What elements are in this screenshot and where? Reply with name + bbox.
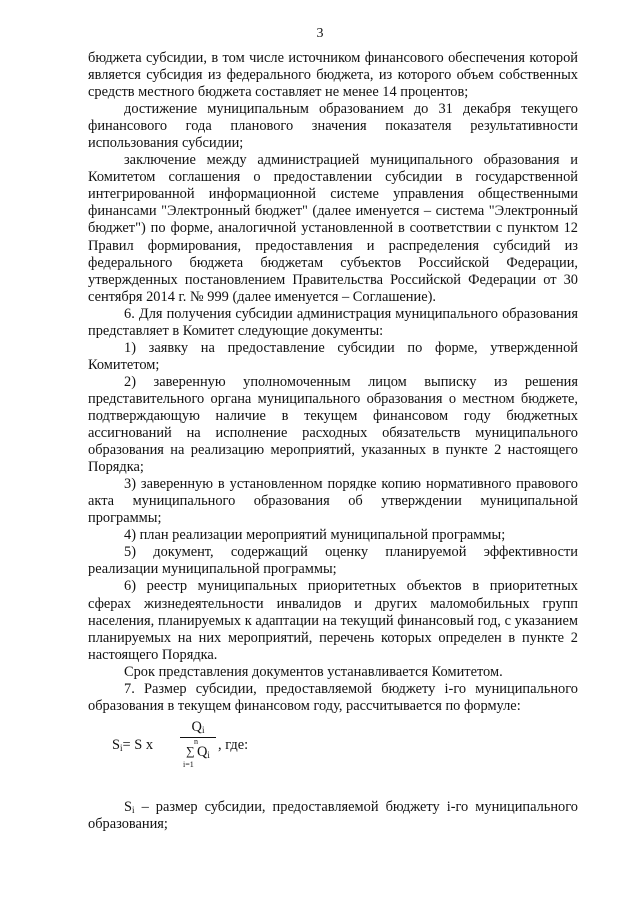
paragraph: 6. Для получения субсидии администрация муниципального образования представляет в Комитет следующие документы: [88, 305, 578, 339]
formula-lhs-sub: i [120, 742, 123, 753]
paragraph: 5) документ, содержащий оценку планируемой эффективности реализации муниципальной программы; [88, 544, 578, 578]
formula-lhs [112, 737, 153, 754]
sum-term-sub: i [207, 749, 210, 760]
paragraph: 7. Размер субсидии, предоставляемой бюджету i-го муниципального образования в текущем финансовом году, рассчитывается по формуле: [88, 680, 578, 714]
paragraph: заключение между администрацией муниципального образования и Комитетом соглашения о предоставлении субсидии в государственной интегрированной информационной системе управления общественными финансами "Электронный бюджет" (далее именуется – система "Электронный бюджет") по форме, аналогичной установленной в соответствии с пунктом 12 Правил формирования, предоставления и распределения субсидий из федерального бюджета бюджетам субъектов Российской Федерации, утвержденных постановлением Правительства Российской Федерации от 30 сентября 2014 г. № 999 (далее именуется – Соглашение). [88, 152, 578, 305]
document-body [88, 50, 578, 833]
definition-symbol: S [124, 798, 133, 815]
definition-text: – размер субсидии, предоставляемой бюджету i-го муниципального образования; [88, 798, 578, 832]
sum-term [197, 744, 210, 761]
paragraph: 6) реестр муниципальных приоритетных объектов в приоритетных сферах жизнедеятельности инвалидов и других маломобильных групп населения, планируемых к адаптации на текущий финансовый год, с указанием планируемых на них мероприятий, перечень которых определен в пункте 2 настоящего Порядка. [88, 578, 578, 663]
paragraph: 4) план реализации мероприятий муниципальной программы; [124, 527, 506, 544]
paragraph-definition [88, 799, 578, 833]
formula-numerator [180, 719, 216, 736]
paragraph: достижение муниципальным образованием до 31 декабря текущего финансового года планового значения показателя результативности использования субсидии; [88, 101, 578, 152]
sum-upper-limit: n [194, 736, 198, 746]
formula-tail: , где: [218, 736, 249, 753]
page-number: 3 [316, 26, 324, 41]
paragraph: 3) заверенную в установленном порядке копию нормативного правового акта муниципального образования об утверждении муниципальной программы; [88, 476, 578, 527]
subsidy-formula [88, 719, 578, 793]
sum-term-symbol: Q [197, 743, 208, 760]
formula-fraction [180, 718, 216, 769]
sum-lower-limit: i=1 [183, 759, 194, 769]
formula-lhs-symbol: S [112, 736, 121, 753]
numerator-sub: i [201, 724, 205, 735]
sum-symbol: ∑ [186, 743, 195, 758]
paragraph: 2) заверенную уполномоченным лицом выписку из решения представительного органа муниципального образования о местном бюджете, подтверждающую наличие в текущем финансовом году бюджетных ассигнований на исполнение расходных обязательств муниципального образования на реализацию мероприятий, указанных в пункте 2 настоящего Порядка; [88, 373, 578, 476]
paragraph: бюджета субсидии, в том числе источником финансового обеспечения которой является субсидия из федерального бюджета, из которого объем собственных средств местного бюджета составляет не менее 14 процентов; [88, 50, 578, 101]
formula-equals: = S x [122, 736, 154, 753]
definition-symbol-sub: i [132, 804, 135, 815]
paragraph: 1) заявку на предоставление субсидии по форме, утвержденной Комитетом; [88, 339, 578, 373]
paragraph: Срок представления документов устанавливается Комитетом. [124, 663, 503, 680]
fraction-bar [180, 737, 216, 738]
numerator-symbol: Q [191, 718, 202, 735]
